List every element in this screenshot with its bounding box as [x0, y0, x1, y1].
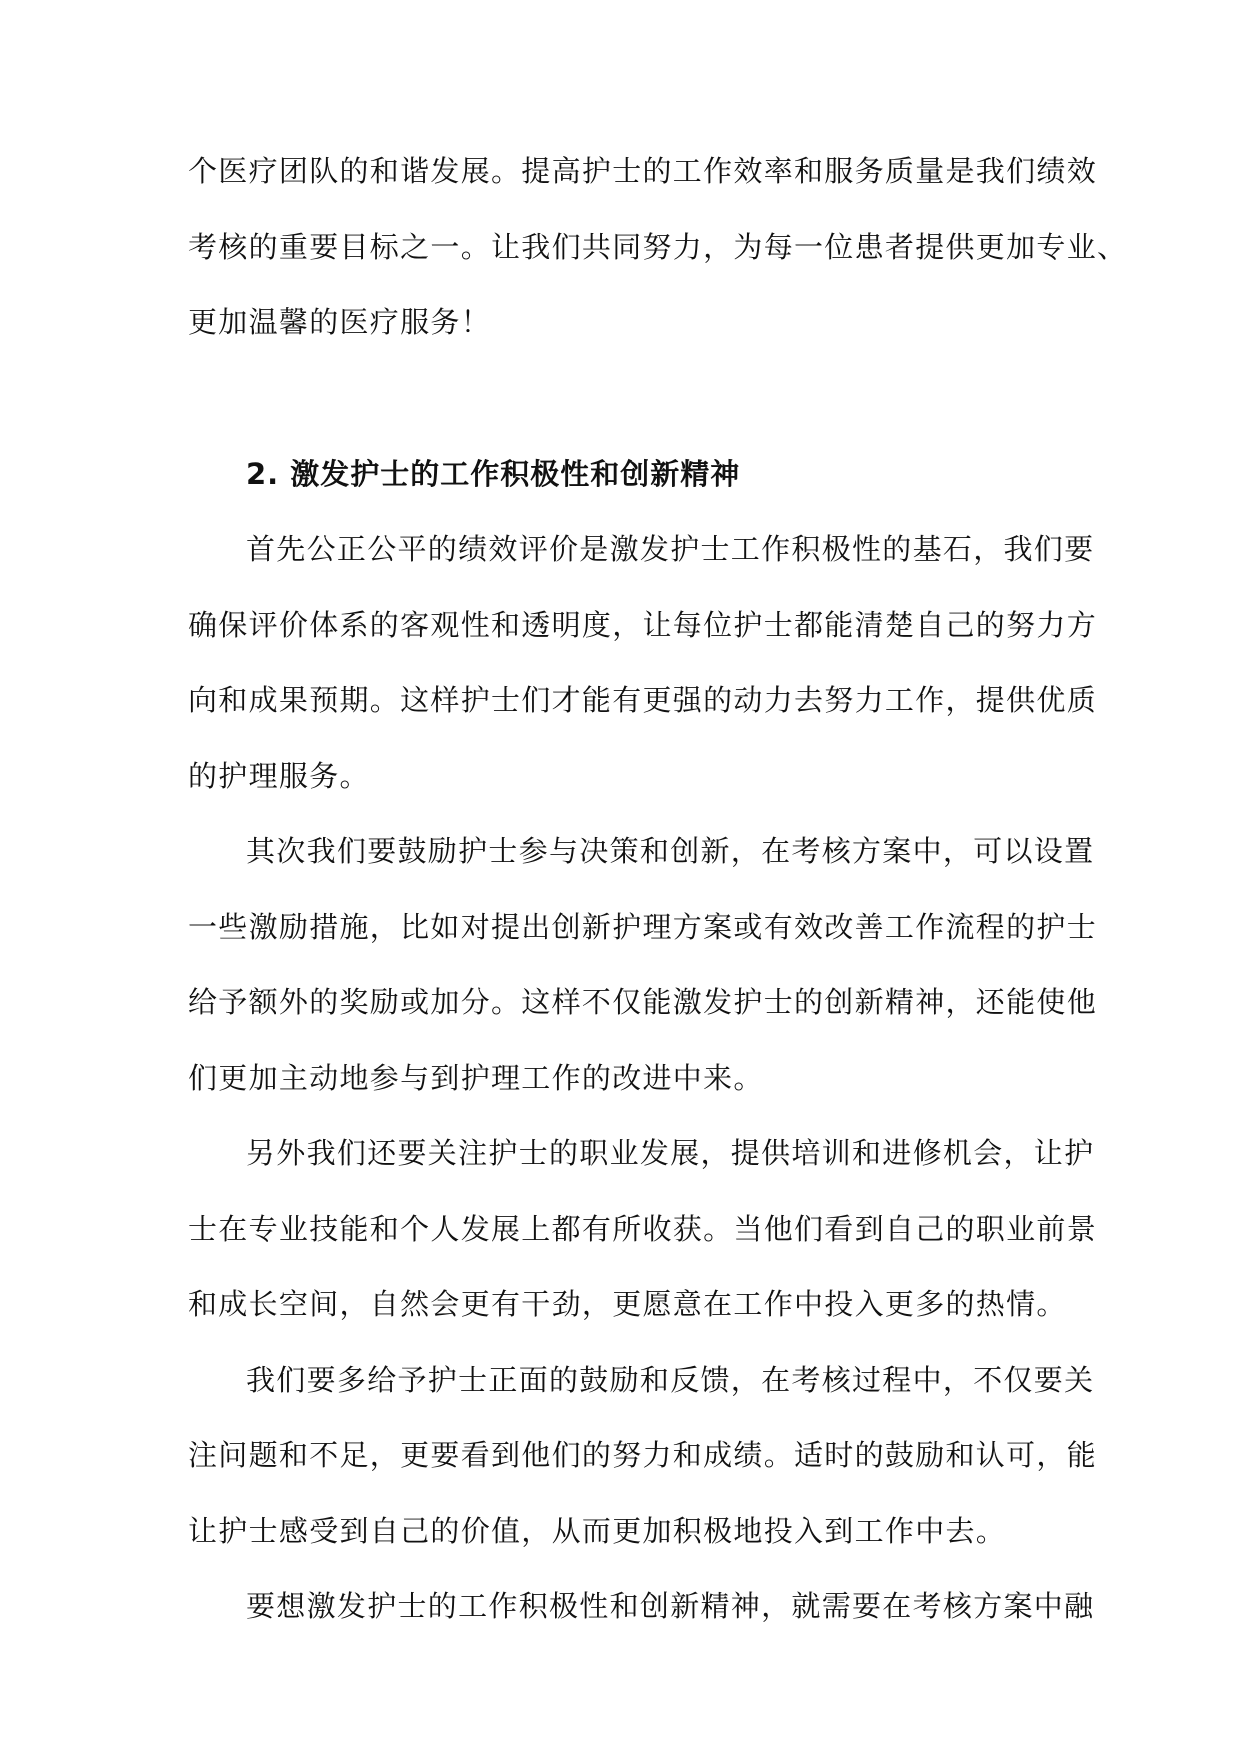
document-body — [188, 142, 1128, 1653]
paragraph-line: 要想激发护士的工作积极性和创新精神，就需要在考核方案中融 — [246, 1589, 1095, 1623]
paragraph-line: 给予额外的奖励或加分。这样不仅能激发护士的创新精神，还能使他 — [188, 985, 1098, 1019]
paragraph-line: 我们要多给予护士正面的鼓励和反馈，在考核过程中，不仅要关 — [246, 1362, 1095, 1397]
paragraph-line: 首先公正公平的绩效评价是激发护士工作积极性的基石，我们要 — [246, 532, 1095, 566]
paragraph-line: 的护理服务。 — [188, 758, 370, 793]
paragraph-line: 向和成果预期。这样护士们才能有更强的动力去努力工作，提供优质 — [188, 683, 1098, 717]
paragraph-line: 一些激励措施，比如对提出创新护理方案或有效改善工作流程的护士 — [188, 909, 1098, 944]
paragraph-line: 注问题和不足，更要看到他们的努力和成绩。适时的鼓励和认可，能 — [188, 1438, 1098, 1472]
paragraph-line: 士在专业技能和个人发展上都有所收获。当他们看到自己的职业前景 — [188, 1211, 1098, 1246]
paragraph-line: 让护士感受到自己的价值，从而更加积极地投入到工作中去。 — [188, 1513, 1007, 1548]
intro-line: 考核的重要目标之一。让我们共同努力，为每一位患者提供更加专业、 — [188, 229, 1128, 264]
paragraph-line: 和成长空间，自然会更有干劲，更愿意在工作中投入更多的热情。 — [188, 1287, 1067, 1321]
paragraph-line: 其次我们要鼓励护士参与决策和创新，在考核方案中，可以设置 — [246, 834, 1095, 868]
paragraph-line: 另外我们还要关注护士的职业发展，提供培训和进修机会，让护 — [246, 1136, 1095, 1170]
paragraph-line: 确保评价体系的客观性和透明度，让每位护士都能清楚自己的努力方 — [188, 607, 1098, 642]
section-heading: 2. 激发护士的工作积极性和创新精神 — [246, 456, 741, 491]
intro-line: 更加温馨的医疗服务！ — [188, 305, 492, 339]
section-spacer — [188, 369, 1058, 445]
intro-line: 个医疗团队的和谐发展。提高护士的工作效率和服务质量是我们绩效 — [188, 154, 1098, 188]
paragraph-line: 们更加主动地参与到护理工作的改进中来。 — [188, 1060, 764, 1095]
